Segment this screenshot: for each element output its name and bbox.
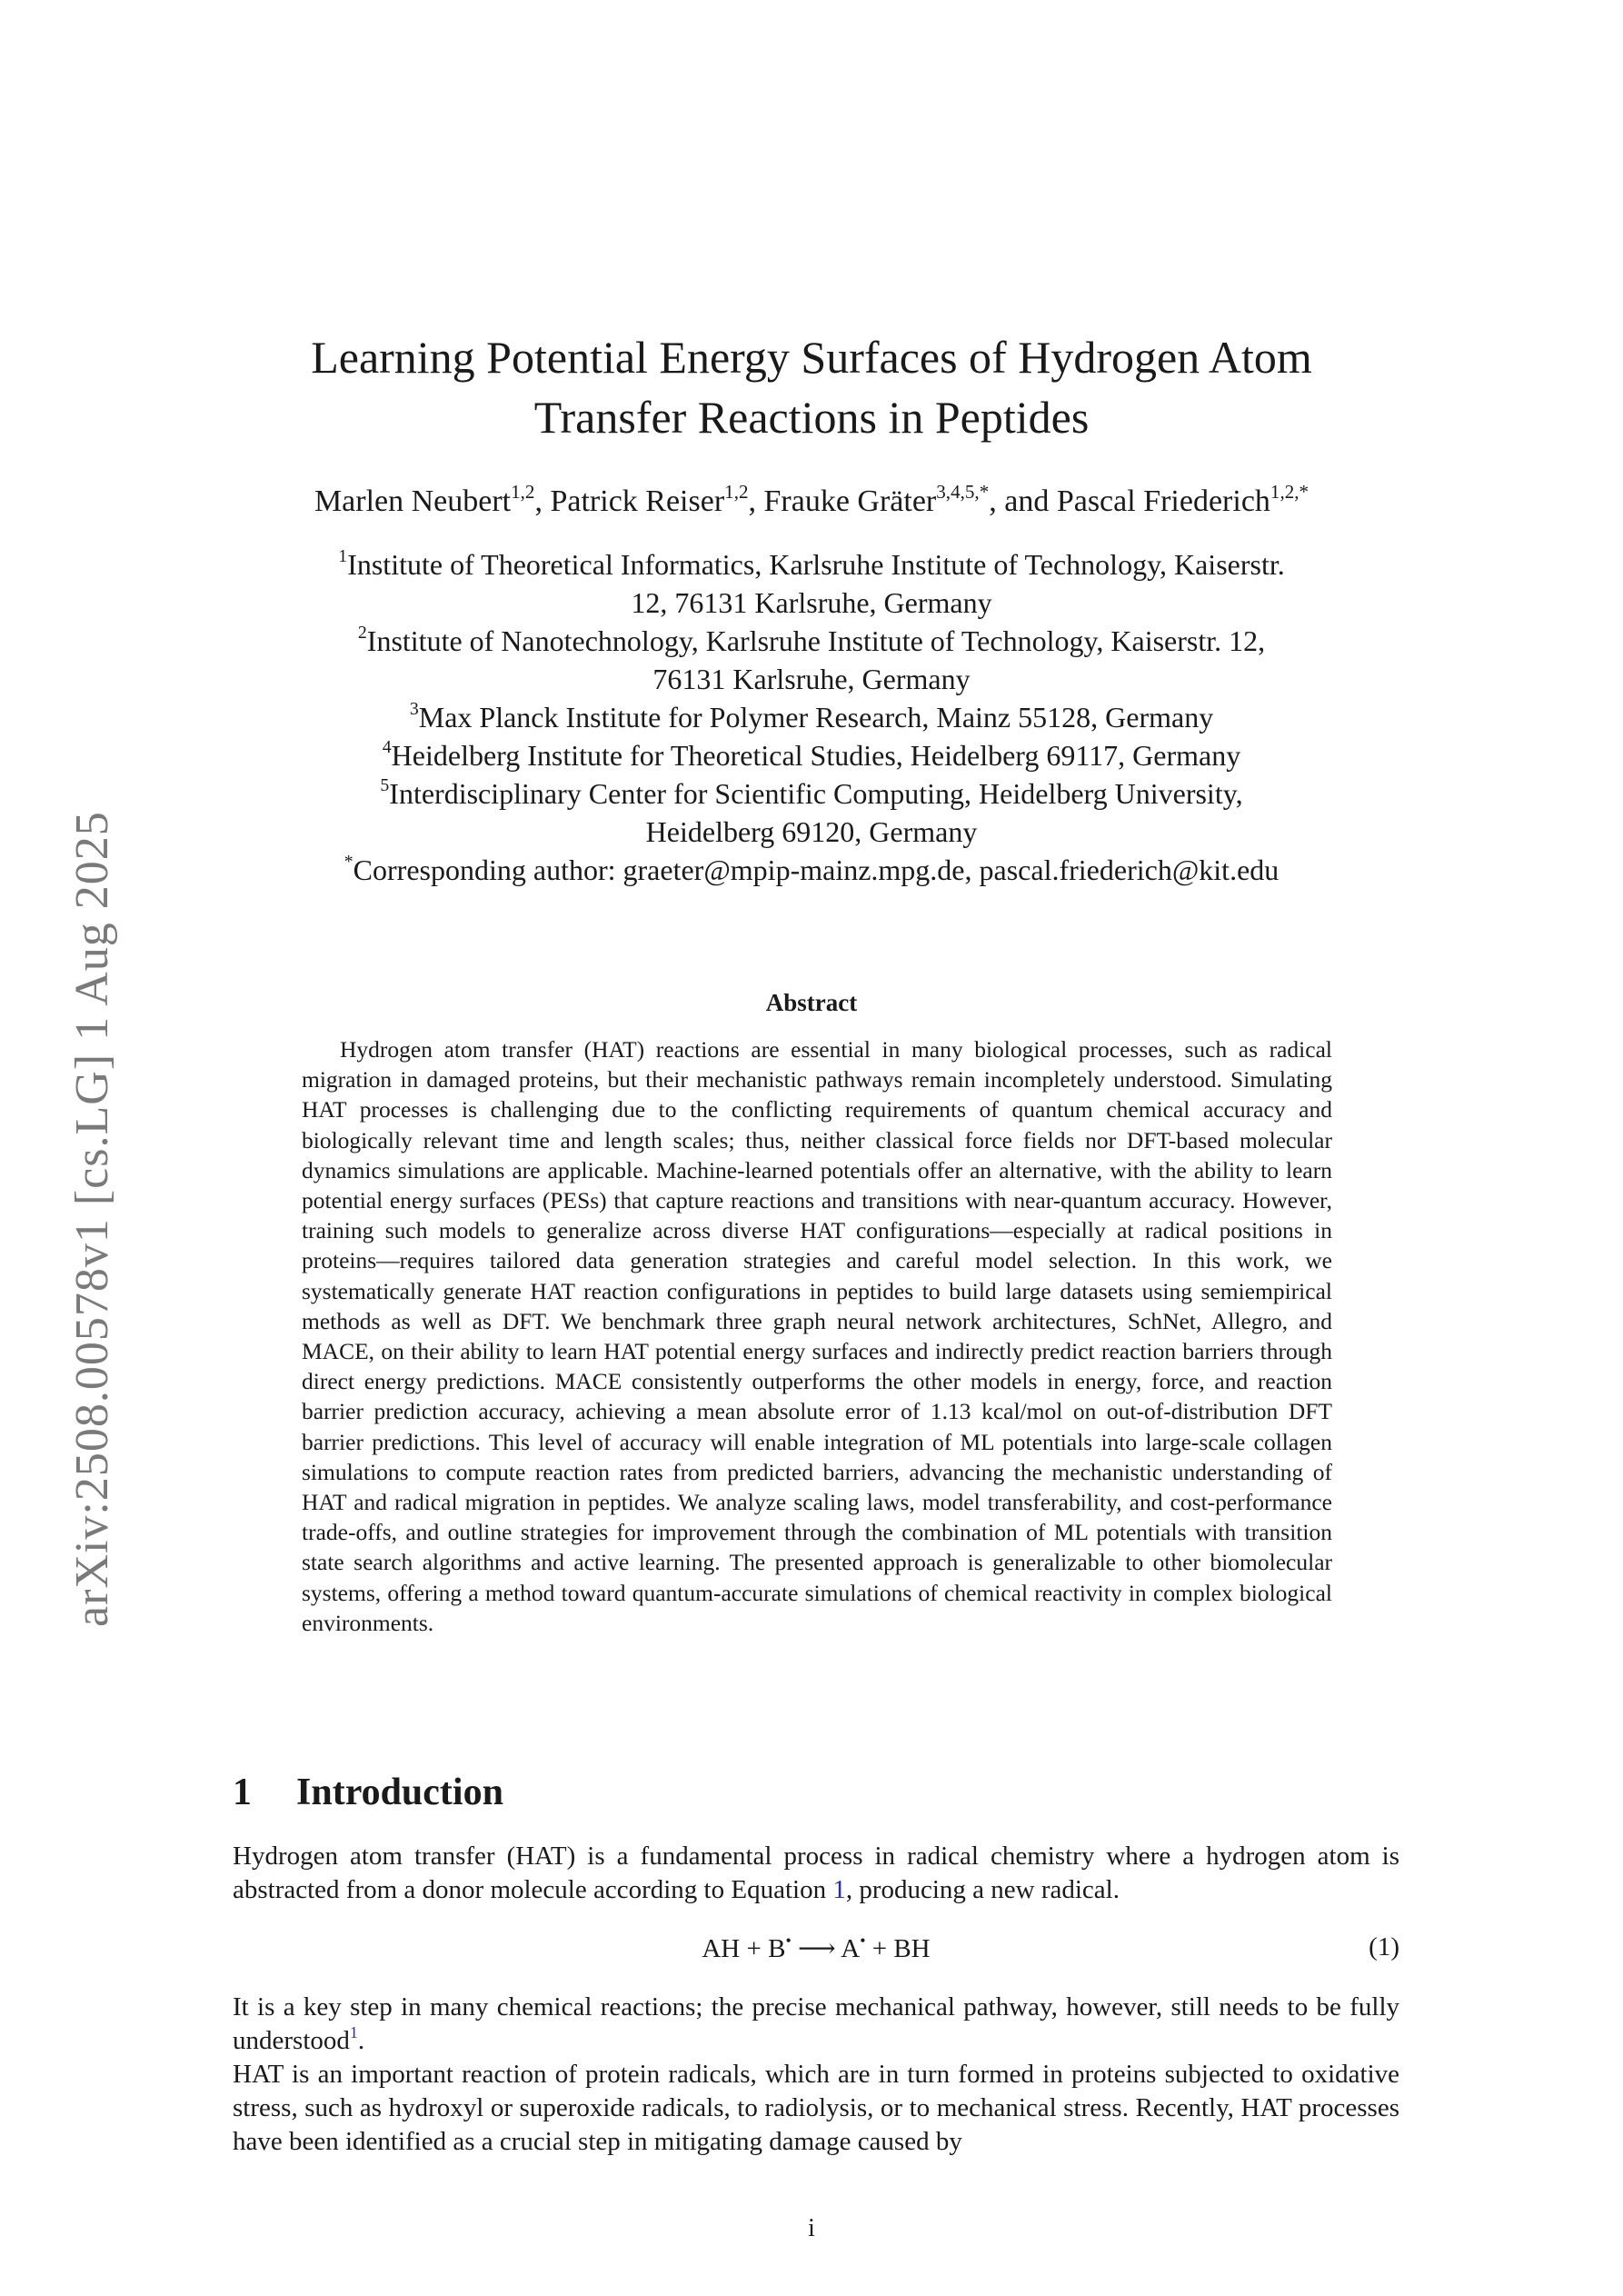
author-affil-sup: 3,4,5,*	[936, 480, 990, 503]
author-affil-sup: 1,2	[724, 480, 749, 503]
affiliation-3: $^3$Max Planck Institute for Polymer Research, Mainz 55128, Germany	[409, 699, 1214, 734]
affiliation-5-cont: Heidelberg 69120, Germany	[645, 815, 978, 848]
citation-link[interactable]: 1	[349, 2022, 358, 2041]
equation-number: (1)	[1369, 1932, 1399, 1962]
author-list	[218, 482, 1405, 522]
section-number: 1	[233, 1772, 252, 1813]
affiliation-1-cont: 12, 76131 Karlsruhe, Germany	[631, 586, 992, 619]
radical-dot: •	[785, 1931, 792, 1950]
reaction-arrow: ⟶	[798, 1934, 836, 1963]
intro-paragraph-1: Hydrogen atom transfer (HAT) is a fundamental process in radical chemistry where a hydrogen atom is abstracted from a donor molecule according to Equation 1, producing a new radical.	[233, 1842, 1399, 1904]
author-name: Patrick Reiser	[550, 484, 725, 518]
intro-paragraph-3: HAT is an important reaction of protein radicals, which are in turn formed in proteins subjected to oxidative stress, such as hydroxyl or superoxide radicals, to radiolysis, or to mechanical stress. Recently, HAT processes have been identified as a crucial step in mitigating damage caused by	[233, 2060, 1399, 2156]
section-heading	[233, 1771, 503, 1814]
abstract-text: Hydrogen atom transfer (HAT) reactions are essential in many biological processes, such as radical migration in damaged proteins, but their mechanistic pathways remain incompletely understood. Simulating HAT processes is challenging due to the conflicting requirements of quantum chemical accuracy and biologically relevant time and length scales; thus, neither classical force fields nor DFT-based molecular dynamics simulations are applicable. Machine-learned potentials offer an alternative, with the ability to learn potential energy surfaces (PESs) that capture reactions and transitions with near-quantum accuracy. However, training such models to generalize across diverse HAT configurations—especially at radical positions in proteins—requires tailored data generation strategies and careful model selection. In this work, we systematically generate HAT reaction configurations in peptides to build large datasets using semiempirical methods as well as DFT. We benchmark three graph neural network architectures, SchNet, Allegro, and MACE, on their ability to learn HAT potential energy surfaces and indirectly predict reaction barriers through direct energy predictions. MACE consistently outperforms the other models in energy, force, and reaction barrier prediction accuracy, achieving a mean absolute error of 1.13 kcal/mol on out-of-distribution DFT barrier predictions. This level of accuracy will enable integration of ML potentials into large-scale collagen simulations to compute reaction rates from predicted barriers, advancing the mechanistic understanding of HAT and radical migration in peptides. We analyze scaling laws, model transferability, and cost-performance trade-offs, and outline strategies for improvement through the combination of ML potentials with transition state search algorithms and active learning. The presented approach is generalizable to other biomolecular systems, offering a method toward quantum-accurate simulations of chemical reactivity in complex biological environments.	[302, 1036, 1332, 1636]
affiliation-2-cont: 76131 Karlsruhe, Germany	[652, 663, 971, 695]
equation-expression: AH + B• ⟶ A• + BH	[702, 1931, 931, 1963]
corresponding-author: *Corresponding author: graeter@mpip-mainz.mpg.de, pascal.friederich@kit.edu	[344, 852, 1279, 886]
author-separator: ,	[534, 484, 551, 518]
radical-dot: •	[860, 1931, 866, 1950]
affiliation-1: $^1$Institute of Theoretical Informatics, Karlsruhe Institute of Technology, Kaiserstr.	[338, 546, 1285, 581]
author-affil-sup: 1,2	[511, 480, 535, 503]
page-number: i	[808, 2214, 815, 2242]
title-line-2: Transfer Reactions in Peptides	[533, 392, 1090, 443]
author-separator: , and	[989, 484, 1057, 518]
title-line-1: Learning Potential Energy Surfaces of Hydrogen Atom	[311, 332, 1312, 383]
section-title: Introduction	[296, 1772, 503, 1813]
author-name: Marlen Neubert	[314, 484, 512, 518]
author-name: Pascal Friederich	[1056, 484, 1270, 518]
affiliation-list	[227, 545, 1396, 889]
affiliation-5: $^5$Interdisciplinary Center for Scientific Computing, Heidelberg University,	[380, 775, 1243, 810]
arxiv-identifier: arXiv:2508.00578v1 [cs.LG] 1 Aug 2025	[66, 811, 118, 1627]
abstract-heading: Abstract	[765, 989, 858, 1016]
author-name: Frauke Gräter	[763, 484, 937, 518]
affiliation-4: $^4$Heidelberg Institute for Theoretical Studies, Heidelberg 69117, Germany	[382, 737, 1241, 772]
paper-title	[218, 327, 1405, 447]
equation-reference-link[interactable]: 1	[832, 1875, 846, 1904]
intro-paragraph-2: It is a key step in many chemical reactions; the precise mechanical pathway, however, still needs to be fully understood$^1$.	[233, 1992, 1399, 2055]
author-affil-sup: 1,2,*	[1270, 480, 1309, 503]
affiliation-2: $^2$Institute of Nanotechnology, Karlsruhe Institute of Technology, Kaiserstr. 12,	[357, 623, 1266, 657]
author-separator: ,	[748, 484, 764, 518]
